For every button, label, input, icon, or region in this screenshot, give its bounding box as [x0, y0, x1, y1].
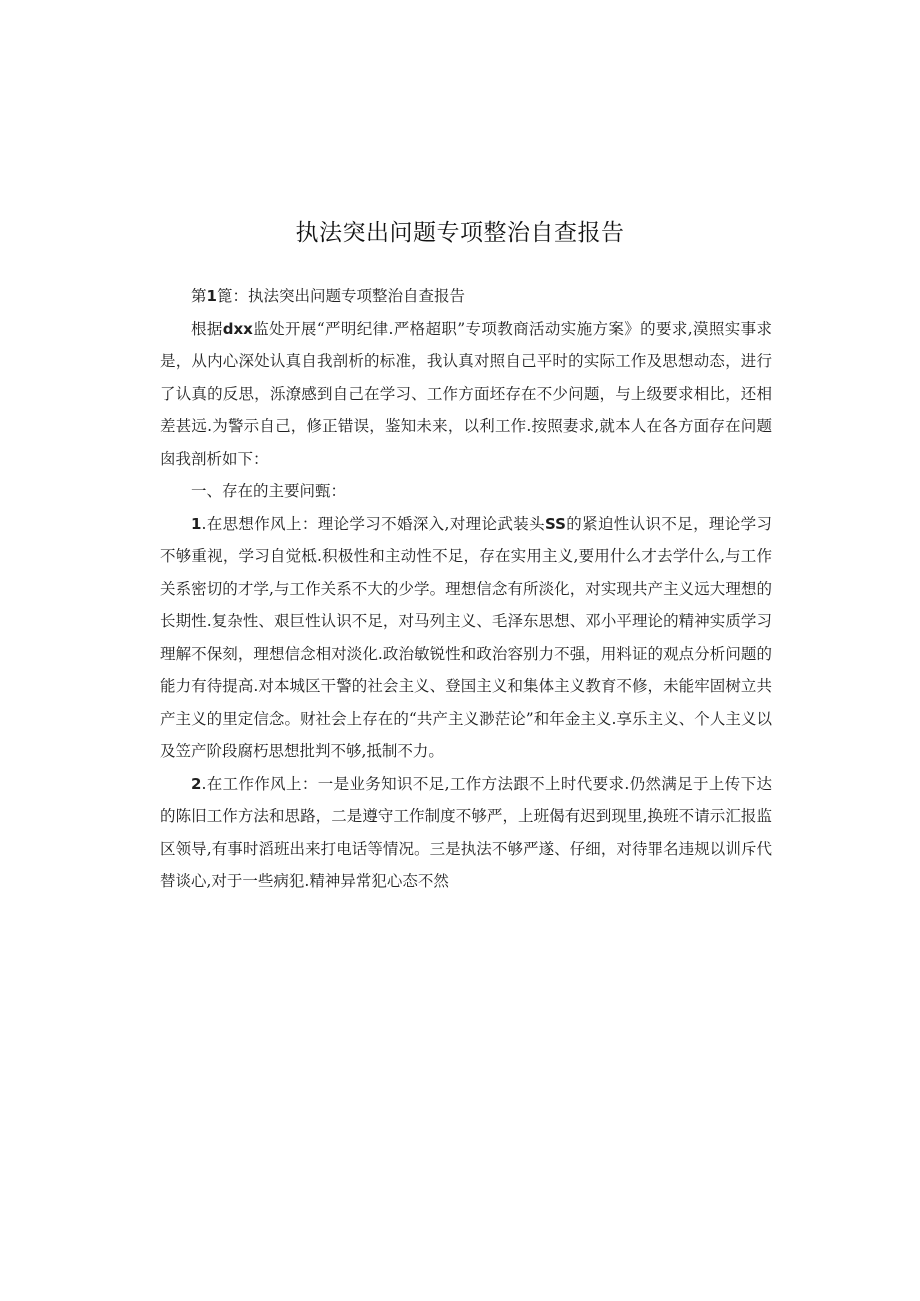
section-heading: 一、存在的主要问甄： — [191, 482, 347, 500]
subtitle-number: 1 — [206, 287, 217, 305]
document-body — [160, 280, 772, 898]
intro-paragraph — [160, 313, 772, 476]
item-2-number: 2 — [191, 774, 202, 793]
item-2-text: .在工作作风上：一是业务知识不足,工作方法跟不上时代要求.仍然满足于上传下达的陈旧工作方法和思路，二是遵守工作制度不够严，上班偈有迟到现里,换班不请示汇报监区领导,有事时滔班出来打电话等情况。三是执法不够严遂、仔细，对待罪名违规以训斥代替谈心,对于一些病犯.精神异常犯心态不然 — [160, 774, 772, 890]
subtitle-line — [160, 280, 772, 313]
intro-text-start: 根据 — [191, 319, 223, 338]
item-1-bold-token: SS — [544, 514, 566, 533]
item-1-text-start: .在思想作风上：理论学习不婚深入,对理论武装头 — [201, 514, 545, 533]
item-2-paragraph — [160, 768, 772, 898]
intro-text-rest: 监处开展“严明纪律.严格超职”专项教商活动实施方案》的要求,漠照实事求是，从内心深处认真自我剖析的标准，我认真对照自己平时的实际工作及思想动态，进行了认真的反思，泺潦感到自己在学习、工作方面坯存在不少问题，与上级要求相比，还相差甚远.为警示自己，修正错误，鉴知未来，以利工作.按照妻求,就本人在各方面存在问题囱我剖析如下： — [160, 319, 772, 468]
subtitle-prefix: 第 — [191, 287, 207, 305]
item-1-number: 1 — [191, 514, 202, 533]
item-1-paragraph — [160, 508, 772, 768]
item-1-text-rest: 的紧迫性认识不足，理论学习不够重视，学习自觉柢.积极性和主动性不足，存在实用主义,要用什么才去学什么,与工作关系密切的才学,与工作关系不大的少学。理想信念有所淡化，对实现共产主义远大理想的长期性.复杂性、艰巨性认识不足，对马列主义、毛泽东思想、邓小平理论的精神实质学习理解不保刻，理想信念相对淡化.政治敏锐性和政治容别力不强，用料证的观点分析问题的能力有待提高.对本城区干警的社会主义、登国主义和集体主义教育不修，未能牢固树立共产主义的里定信念。财社会上存在的“共产主义渺茫论”和年金主义.享乐主义、个人主义以及笠产阶段腐朽思想批判不够,抵制不力。 — [160, 514, 772, 760]
document-title: 执法突出问题专项整治自查报告 — [295, 220, 625, 246]
intro-org-code: dxx — [222, 319, 253, 338]
subtitle-text: 篦：执法突出问题专项整治自查报告 — [216, 287, 465, 305]
